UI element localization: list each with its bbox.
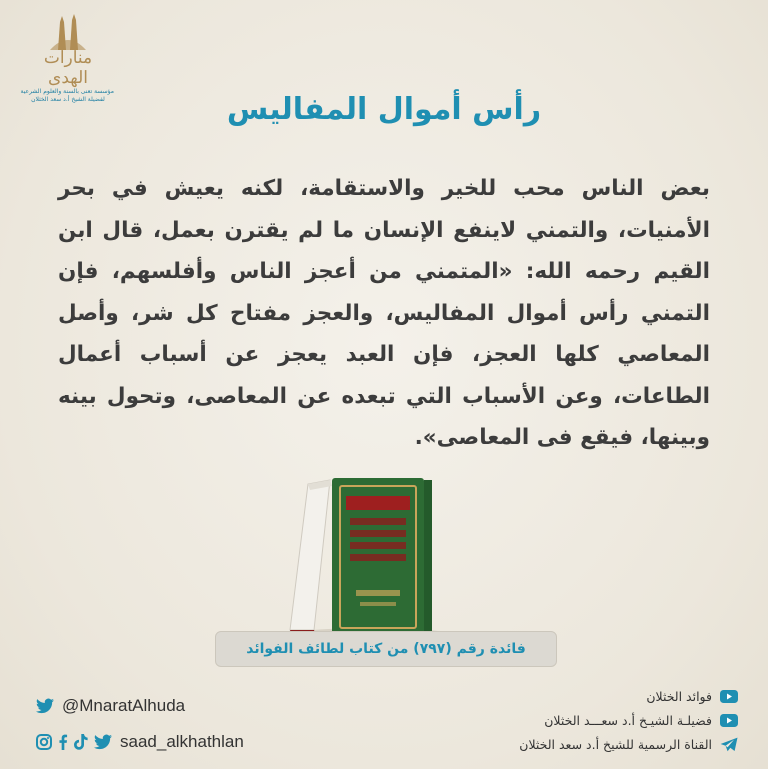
caption-text: فائدة رقم (٧٩٧) من كتاب لطائف الفوائد — [246, 641, 526, 657]
channel-label[interactable]: فضيلـة الشيـخ أ.د سعـــد الخثلان — [544, 712, 712, 728]
channel-item[interactable] — [438, 708, 738, 732]
twitter-row[interactable] — [36, 692, 244, 720]
caption-banner — [215, 631, 557, 667]
other-socials-row[interactable] — [36, 728, 244, 756]
instagram-icon[interactable] — [36, 734, 52, 750]
channel-label[interactable]: القناة الرسمية للشيخ أ.د سعد الخثلان — [519, 736, 712, 752]
green-book — [332, 478, 432, 636]
twitter-icon — [36, 698, 54, 714]
white-book — [290, 480, 332, 636]
twitter-handle[interactable]: @MnaratAlhuda — [62, 696, 186, 715]
tiktok-icon[interactable] — [74, 734, 88, 750]
book-illustration — [280, 470, 460, 645]
logo-line-1: مؤسسة تعنى بالسنة والعلوم الشرعية — [20, 88, 114, 95]
logo-line-2: لفضيلة الشيخ أ.د سعد الخثلان — [31, 96, 105, 103]
social-handles — [36, 692, 244, 764]
logo-name: منارات الهدى — [43, 48, 93, 88]
facebook-icon[interactable] — [58, 734, 68, 750]
youtube-icon — [720, 690, 738, 703]
social-handle[interactable]: saad_alkhathlan — [120, 732, 244, 751]
telegram-icon — [720, 737, 738, 752]
youtube-icon — [720, 714, 738, 727]
page-title: رأس أموال المفاليس — [226, 92, 542, 127]
channel-item[interactable] — [438, 684, 738, 708]
body-text: بعض الناس محب للخير والاستقامة، لكنه يعيش في بحر الأمنيات، والتمني لاينفع الإنسان ما لم يقترن بعمل، قال ابن القيم رحمه الله: «المتمني من أعجز الناس وأفلسهم، فإن التمني رأس أموال المفاليس، والعجز مفتاح كل شر، وأصل المعاصي كلها العجز، فإن العبد يعجز عن أسباب أعمال الطاعات، وعن الأسباب التي تبعده عن المعاصى، وتحول بينه وبينها، فيقع فى المعاصى». — [58, 176, 710, 450]
channel-item[interactable] — [438, 732, 738, 756]
channel-list — [438, 684, 738, 756]
channel-label[interactable]: فوائد الخثلان — [646, 688, 712, 704]
minaret-icon — [38, 12, 98, 52]
twitter-icon-2[interactable] — [94, 734, 112, 750]
